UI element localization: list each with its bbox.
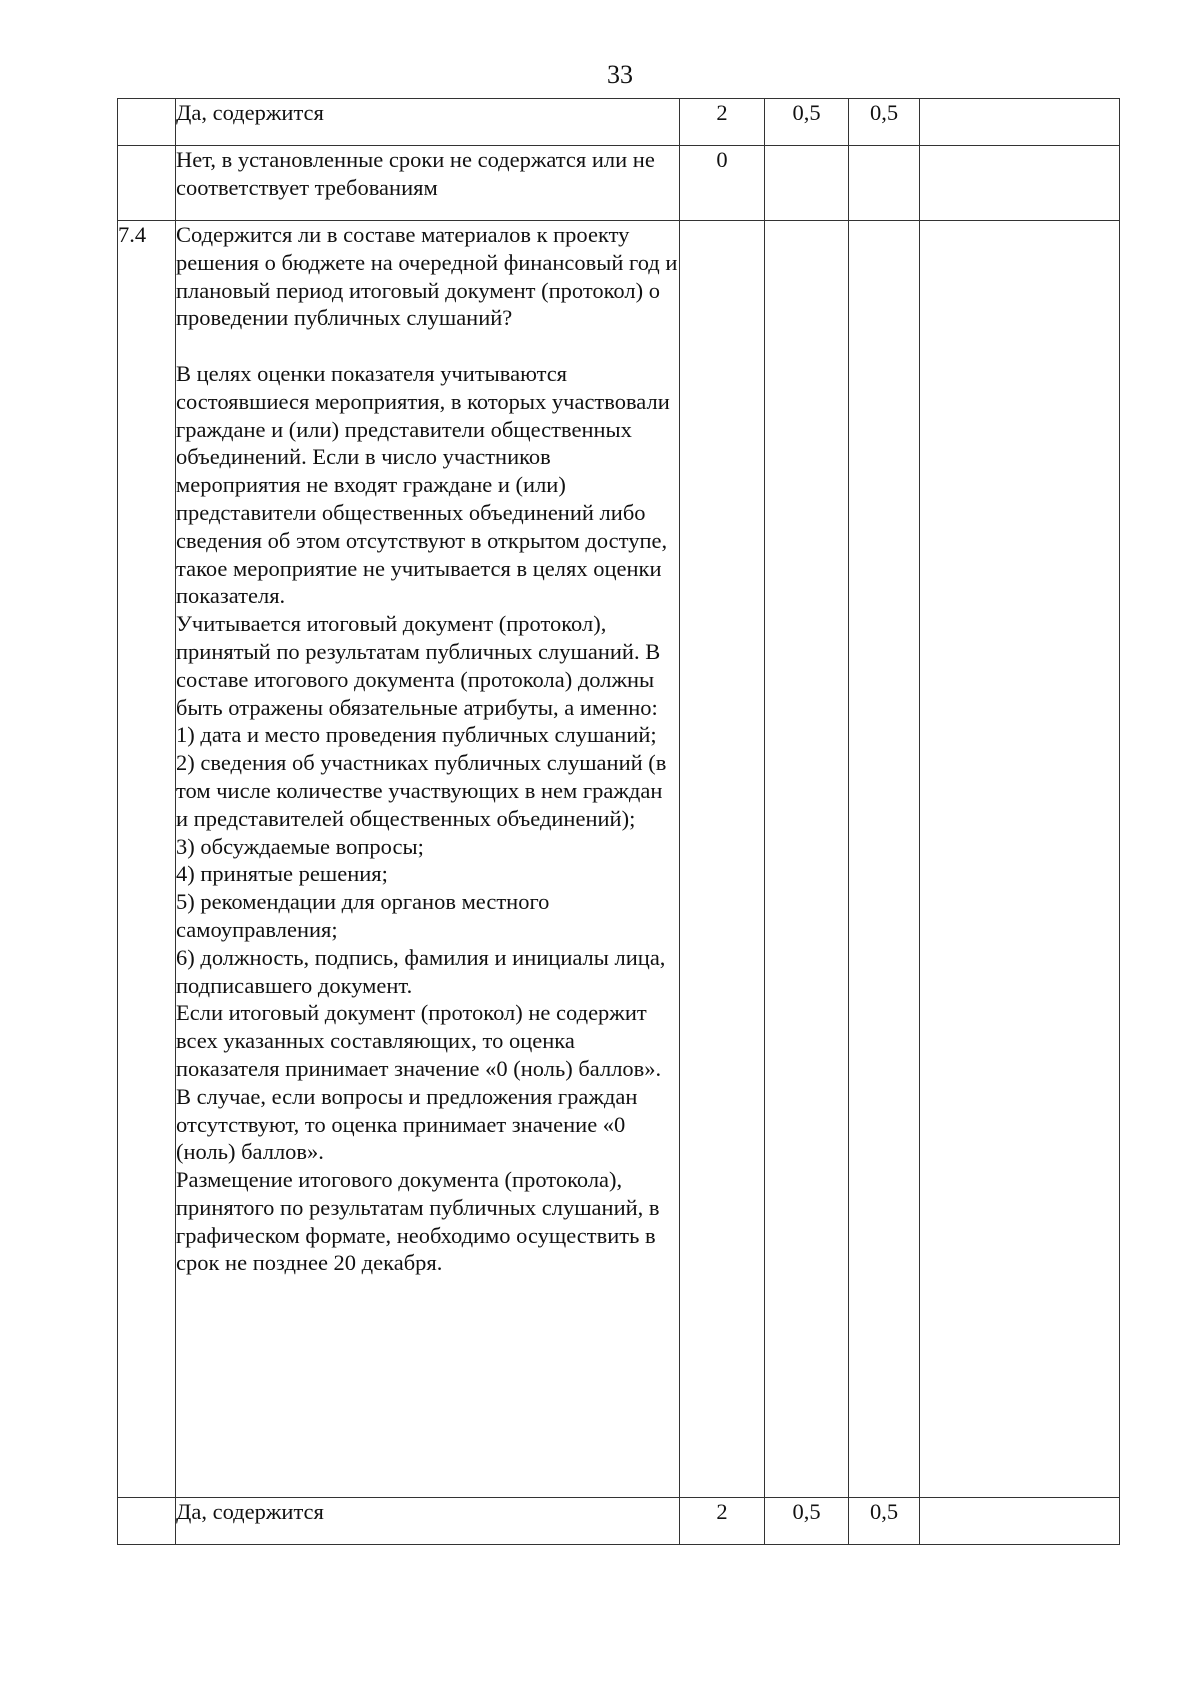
criterion-question: Содержится ли в составе материалов к проекту решения о бюджете на очередной финансовый год и плановый период итоговый документ (протокол) о проведении публичных слушаний? [176,222,678,331]
score-cell-2: 0,5 [849,99,920,146]
table-row [118,221,1120,1498]
table-row [118,99,1120,146]
criterion-paragraph: В случае, если вопросы и предложения граждан отсутствуют, то оценка принимает значение «0 (ноль) баллов». [176,1083,638,1165]
option-text-cell: Да, содержится [176,1498,680,1545]
empty-cell [920,1498,1120,1545]
page-number: 33 [607,60,633,89]
score-cell-2 [849,146,920,221]
criterion-description-cell [176,221,680,1498]
criterion-list-item: 2) сведения об участниках публичных слушаний (в том числе количестве участвующих в нем граждан и представителей общественных объединений); [176,750,667,831]
criterion-list-item: 3) обсуждаемые вопросы; [176,833,424,859]
score-cell-2 [849,221,920,1498]
max-score-cell: 2 [680,99,765,146]
item-number-cell [118,1498,176,1545]
max-score-cell: 0 [680,146,765,221]
item-number-cell [118,99,176,146]
criterion-paragraph: В целях оценки показателя учитываются состоявшиеся мероприятия, в которых участвовали граждане и (или) представители общественных объединений. Если в число участников мероприятия не входят граждане и (или) представители общественных объединений либо сведения об этом отсутствуют в открытом доступе, такое мероприятие не учитывается в целях оценки показателя. [176,360,670,609]
option-text-cell: Да, содержится [176,99,680,146]
criterion-paragraph: Размещение итогового документа (протокола), принятого по результатам публичных слушаний, в графическом формате, необходимо осуществить в срок не позднее 20 декабря. [176,1167,660,1276]
score-cell-1: 0,5 [765,99,849,146]
score-cell-1 [765,221,849,1498]
item-number-cell [118,146,176,221]
criterion-list-item: 5) рекомендации для органов местного самоуправления; [176,889,550,942]
empty-cell [920,99,1120,146]
item-number-cell: 7.4 [118,221,176,1498]
criterion-list-item: 4) принятые решения; [176,861,388,887]
score-cell-1: 0,5 [765,1498,849,1545]
empty-cell [920,221,1120,1498]
score-cell-2: 0,5 [849,1498,920,1545]
paragraph-spacer [176,332,679,360]
max-score-cell: 2 [680,1498,765,1545]
criterion-list-item: 6) должность, подпись, фамилия и инициалы лица, подписавшего документ. [176,944,666,998]
max-score-cell [680,221,765,1498]
criterion-paragraph: Если итоговый документ (протокол) не содержит всех указанных составляющих, то оценка показателя принимает значение «0 (ноль) баллов». [176,1000,662,1081]
table-row [118,146,1120,221]
criteria-table [117,98,1120,1545]
empty-cell [920,146,1120,221]
criterion-paragraph: Учитывается итоговый документ (протокол), принятый по результатам публичных слушаний. В составе итогового документа (протокола) должны быть отражены обязательные атрибуты, а именно: [176,611,661,720]
option-text-cell: Нет, в установленные сроки не содержатся или не соответствует требованиям [176,146,680,221]
table-row [118,1498,1120,1545]
score-cell-1 [765,146,849,221]
criterion-list-item: 1) дата и место проведения публичных слушаний; [176,722,657,748]
